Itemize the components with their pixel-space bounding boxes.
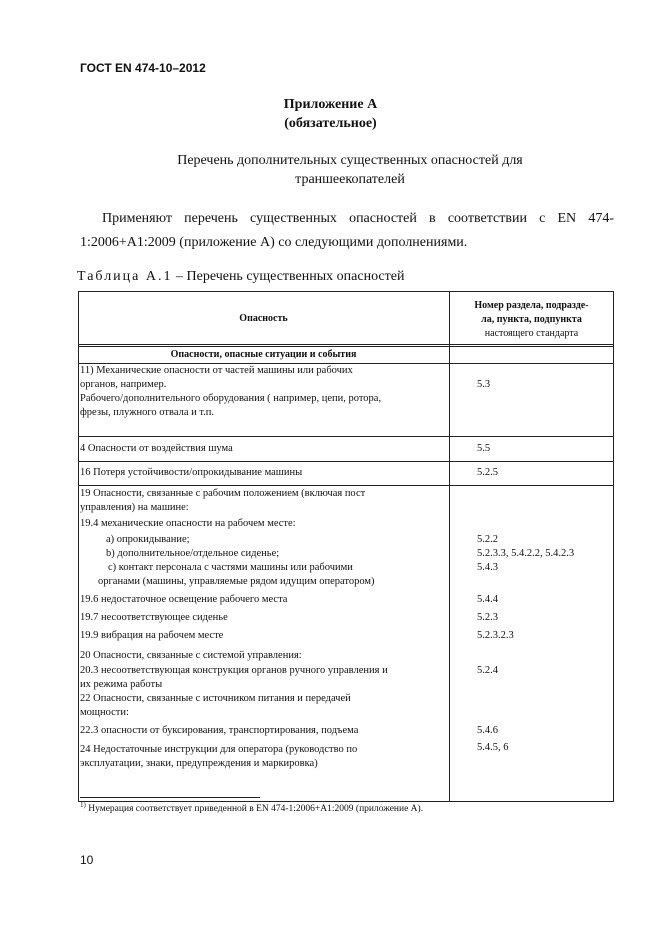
table-caption-text: – Перечень существенных опасностей — [172, 269, 405, 284]
hazard-line: 19.9 вибрация на рабочем месте — [80, 630, 224, 641]
table-border-right — [613, 291, 614, 801]
hazard-line: управления) на машине: — [80, 502, 189, 513]
section-ref: 5.2.4 — [477, 665, 498, 676]
footnote-rule — [80, 797, 260, 798]
document-code: ГОСТ EN 474-10–2012 — [80, 61, 206, 75]
appendix-title: Приложение А — [283, 97, 378, 112]
hazard-subitem: органами (машины, управляемые рядом идущим оператором) — [98, 576, 375, 587]
hazard-line: фрезы, плужного отвала и т.п. — [80, 407, 215, 418]
hazard-line: 20 Опасности, связанные с системой управления: — [80, 650, 302, 661]
hazard-line: 4 Опасности от воздействия шума — [80, 443, 233, 454]
page-number: 10 — [80, 853, 94, 867]
hazard-line: 22.3 опасности от буксирования, транспортирования, подъема — [80, 725, 359, 736]
intro-paragraph: Применяют перечень существенных опасностей в соответствии с EN 474-1:2006+A1:2009 (приложение А) со следующими дополнениями. — [80, 211, 614, 250]
column-header-section-line-1: Номер раздела, подразде- — [474, 300, 589, 311]
section-ref: 5.2.3 — [477, 612, 498, 623]
hazard-line: 19.7 несоответствующее сиденье — [80, 612, 228, 623]
table-border-top — [78, 291, 614, 292]
hazard-line: 11) Механические опасности от частей машины или рабочих — [80, 365, 353, 376]
hazard-line: эксплуатации, знаки, предупреждения и маркировка) — [80, 758, 318, 769]
subtitle-line-1: Перечень дополнительных существенных опасностей для — [177, 153, 523, 168]
row-divider — [78, 485, 614, 486]
table-caption-prefix: Таблица А.1 — [77, 269, 173, 284]
hazard-subitem: c) контакт персонала с частями машины или рабочими — [108, 562, 353, 573]
table-border-left — [78, 291, 79, 801]
hazards-table — [78, 291, 614, 801]
section-ref: 5.4.5, 6 — [477, 742, 509, 753]
row-divider — [78, 436, 614, 437]
column-header-section-line-3: настоящего стандарта — [484, 328, 579, 339]
footnote — [80, 801, 423, 814]
hazard-subitem: a) опрокидывание; — [106, 534, 190, 545]
row-divider — [78, 461, 614, 462]
header-divider — [78, 344, 614, 347]
section-ref: 5.3 — [477, 379, 491, 390]
hazard-line: 19.4 механические опасности на рабочем месте: — [80, 518, 296, 529]
hazard-line: 19.6 недостаточное освещение рабочего места — [80, 594, 288, 605]
group-header: Опасности, опасные ситуации и события — [170, 349, 357, 360]
hazard-line: мощности: — [80, 707, 129, 718]
section-ref: 5.4.6 — [477, 725, 498, 736]
hazard-line: Рабочего/дополнительного оборудования ( например, цепи, ротора, — [80, 393, 382, 404]
hazard-line: органов, например. — [80, 379, 167, 390]
table-column-divider — [449, 291, 450, 801]
section-ref: 5.5 — [477, 443, 491, 454]
section-ref: 5.2.3.2.3 — [477, 630, 514, 641]
section-ref: 5.4.3 — [477, 562, 498, 573]
hazard-line: 16 Потеря устойчивости/опрокидывание машины — [80, 467, 303, 478]
footnote-text: Нумерация соответствует приведенной в EN 474-1:2006+A1:2009 (приложение А). — [85, 804, 424, 815]
hazard-line: их режима работы — [80, 679, 163, 690]
hazard-line: 19 Опасности, связанные с рабочим положением (включая пост — [80, 488, 366, 499]
section-ref: 5.2.5 — [477, 467, 498, 478]
subtitle-line-2: траншеекопателей — [295, 172, 405, 187]
hazard-line: 22 Опасности, связанные с источником питания и передачей — [80, 693, 351, 704]
section-ref: 5.2.2 — [477, 534, 498, 545]
column-header-hazard: Опасность — [239, 313, 288, 324]
table-caption — [77, 269, 404, 285]
column-header-section — [450, 299, 613, 341]
appendix-status: (обязательное) — [284, 116, 377, 131]
section-ref: 5.4.4 — [477, 594, 498, 605]
table-row-hazard — [80, 364, 446, 420]
hazard-line: 24 Недостаточные инструкции для оператора (руководство по — [80, 744, 358, 755]
hazard-subitem: b) дополнительное/отдельное сиденье; — [106, 548, 280, 559]
footnote-mark: 1) — [80, 801, 86, 809]
column-header-section-line-2: ла, пункта, подпункта — [481, 314, 582, 325]
section-ref: 5.2.3.3, 5.4.2.2, 5.4.2.3 — [477, 548, 575, 559]
hazard-line: 20.3 несоответствующая конструкция органов ручного управления и — [80, 665, 388, 676]
